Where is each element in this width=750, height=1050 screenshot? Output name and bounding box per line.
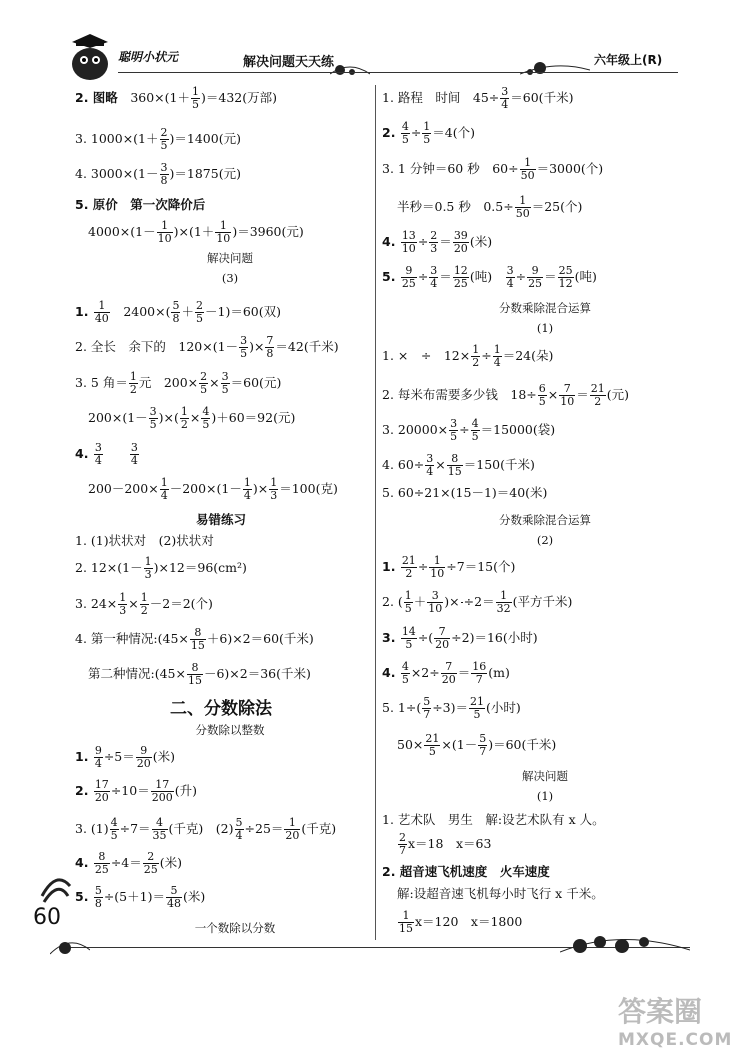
mascot-icon bbox=[62, 34, 118, 84]
section-title: 二、分数除法 bbox=[170, 699, 272, 719]
answer-line: 5. 60÷21×(15－1)＝40(米) bbox=[382, 485, 548, 500]
page-number: 60 bbox=[33, 905, 61, 930]
watermark: 答案圈 MXQE.COM bbox=[618, 995, 733, 1050]
answer-line: 5. $\frac{9}{25}$ ÷ $\frac{3}{4}$ ＝ $\frac{12}{25}$ (吨) $\frac{3}{4}$ ÷ $\frac{9}{25}$ ＝ $\frac{25}{12}$ (吨) bbox=[382, 264, 597, 290]
answer-line: 5. 原价 第一次降价后 bbox=[75, 197, 206, 212]
answer-line: 3. 24× $\frac{1}{3}$ × $\frac{1}{2}$ －2＝2(个) bbox=[75, 591, 213, 617]
answer-line: 2. $\frac{4}{5}$ ÷ $\frac{1}{5}$ ＝4(个) bbox=[382, 120, 476, 146]
answer-line: 1. × ÷ 12× $\frac{1}{2}$ ÷ $\frac{1}{4}$ ＝24(朵) bbox=[382, 343, 554, 369]
answer-line: 1. $\frac{21}{2}$ ÷ $\frac{1}{10}$ ÷7＝15(个) bbox=[382, 554, 516, 580]
subsection-title: 解决问题 bbox=[207, 251, 253, 265]
subsection-number: (1) bbox=[536, 789, 554, 803]
answer-line: 5. $\frac{5}{8}$ ÷(5＋1)＝ $\frac{5}{48}$ (米) bbox=[75, 884, 206, 910]
answer-line: 3. (1) $\frac{4}{5}$ ÷7＝ $\frac{4}{35}$ (千克) (2) $\frac{5}{4}$ ÷25＝ $\frac{1}{20}$ (千克) bbox=[75, 816, 337, 842]
answer-line: $\frac{2}{7}$ x＝18 x＝63 bbox=[399, 831, 492, 857]
answer-line: 200－200× $\frac{1}{4}$ －200×(1－ $\frac{1}{4}$ )× $\frac{1}{3}$ ＝100(克) bbox=[88, 476, 338, 502]
answer-line: 2. 图略 360×(1＋ $\frac{1}{5}$ )＝432(万部) bbox=[75, 85, 277, 111]
vine-decoration-icon bbox=[330, 60, 370, 80]
answer-line: 4. $\frac{8}{25}$ ÷4＝ $\frac{2}{25}$ (米) bbox=[75, 850, 183, 876]
answer-line: 5. 1÷( $\frac{5}{7}$ ÷3)＝ $\frac{21}{5}$ (小时) bbox=[382, 695, 521, 721]
answer-line: 3. $\frac{14}{5}$ ÷( $\frac{7}{20}$ ÷2)＝16(小时) bbox=[382, 625, 538, 651]
answer-line: 3. 1000×(1＋ $\frac{2}{5}$ )＝1400(元) bbox=[75, 126, 241, 152]
column-divider bbox=[375, 85, 376, 940]
subsection-title: 分数乘除混合运算 bbox=[499, 301, 591, 315]
fraction: $\frac{1}{5}$ bbox=[192, 85, 199, 111]
answer-line: 200×(1－ $\frac{3}{5}$ )×( $\frac{1}{2}$ × $\frac{4}{5}$ )＋60＝92(元) bbox=[88, 405, 296, 431]
answer-line: 2. 超音速飞机速度 火车速度 bbox=[382, 864, 550, 879]
answer-line: 半秒＝0.5 秒 0.5÷ $\frac{1}{50}$ ＝25(个) bbox=[397, 194, 583, 220]
answer-line: 1. $\frac{1}{40}$ 2400×( $\frac{5}{8}$ ＋ $\frac{2}{5}$ －1)＝60(双) bbox=[75, 299, 281, 325]
subsection-number: (2) bbox=[536, 533, 554, 547]
subsection-number: (1) bbox=[536, 321, 554, 335]
answer-line: 第二种情况:(45× $\frac{8}{15}$ －6)×2＝36(千米) bbox=[88, 661, 311, 687]
answer-line: 1. $\frac{9}{4}$ ÷5＝ $\frac{9}{20}$ (米) bbox=[75, 744, 176, 770]
answer-line: 2. 每米布需要多少钱 18÷ $\frac{6}{5}$ × $\frac{7}{10}$ ＝ $\frac{21}{2}$ (元) bbox=[382, 382, 630, 408]
answer-line: 2. ( $\frac{1}{5}$ ＋ $\frac{3}{10}$ )× ÷2＝ $\frac{1}{32}$ (平方千米) bbox=[382, 589, 573, 615]
answer-line: 4. $\frac{4}{5}$ ×2÷ $\frac{7}{20}$ ＝ $\frac{16}{7}$ (m) bbox=[382, 660, 510, 686]
answer-line: 3. 1 分钟＝60 秒 60÷ $\frac{1}{50}$ ＝3000(个) bbox=[382, 156, 604, 182]
answer-line: 4. $\frac{3}{4}$ $\frac{3}{4}$ bbox=[75, 441, 138, 467]
answer-line: 4. 第一种情况:(45× $\frac{8}{15}$ ＋6)×2＝60(千米) bbox=[75, 626, 314, 652]
answer-line: 2. 12×(1－ $\frac{1}{3}$ )×12＝96(cm²) bbox=[75, 555, 247, 581]
answer-line: 2. $\frac{17}{20}$ ÷10＝ $\frac{17}{200}$ (升) bbox=[75, 778, 197, 804]
answer-line: 4000×(1－ $\frac{1}{10}$ )×(1＋ $\frac{1}{10}$ )＝3960(元) bbox=[88, 219, 304, 245]
answer-line: 4. 60÷ $\frac{3}{4}$ × $\frac{8}{15}$ ＝150(千米) bbox=[382, 452, 535, 478]
answer-line: 解:设超音速飞机每小时飞行 x 千米。 bbox=[397, 886, 604, 901]
leaf-decoration-icon bbox=[520, 58, 590, 78]
footer-leaf-left-icon bbox=[50, 930, 90, 960]
header-title: 解决问题天天练 bbox=[243, 55, 335, 70]
answer-line: $\frac{1}{15}$ x＝120 x＝1800 bbox=[399, 909, 523, 935]
answer-line: 1. 艺术队 男生 解:设艺术队有 x 人。 bbox=[382, 812, 605, 827]
logo-text: 聪明小状元 bbox=[118, 50, 179, 64]
footer-swirl-icon bbox=[38, 866, 74, 906]
answer-line: 3. 20000× $\frac{3}{5}$ ÷ $\frac{4}{5}$ ＝15000(袋) bbox=[382, 417, 556, 443]
subsection-title: 一个数除以分数 bbox=[194, 921, 276, 935]
subsection-title: 分数除以整数 bbox=[195, 723, 265, 737]
answer-line: 4. $\frac{13}{10}$ ÷ $\frac{2}{3}$ ＝ $\frac{39}{20}$ (米) bbox=[382, 229, 493, 255]
answer-line: 3. 5 角＝ $\frac{1}{2}$ 元 200× $\frac{2}{5}$ × $\frac{3}{5}$ ＝60(元) bbox=[75, 370, 282, 396]
easy-mistakes-title: 易错练习 bbox=[196, 512, 247, 527]
answer-line: 1. (1)状状对 (2)状状对 bbox=[75, 533, 214, 548]
answer-line: 2. 全长 余下的 120×(1－ $\frac{3}{5}$ )× $\frac{7}{8}$ ＝42(千米) bbox=[75, 334, 339, 360]
subsection-title: 解决问题 bbox=[522, 769, 568, 783]
answer-line: 50× $\frac{21}{5}$ ×(1－ $\frac{5}{7}$ )＝60(千米) bbox=[397, 732, 557, 758]
answer-line: 4. 3000×(1－ $\frac{3}{8}$ )＝1875(元) bbox=[75, 161, 241, 187]
subsection-number: (3) bbox=[221, 271, 239, 285]
footer-vine-icon bbox=[560, 928, 690, 968]
grade-label: 六年级上(R) bbox=[594, 53, 663, 67]
answer-line: 1. 路程 时间 45÷ $\frac{3}{4}$ ＝60(千米) bbox=[382, 85, 574, 111]
header-rule bbox=[118, 72, 678, 73]
subsection-title: 分数乘除混合运算 bbox=[499, 513, 591, 527]
